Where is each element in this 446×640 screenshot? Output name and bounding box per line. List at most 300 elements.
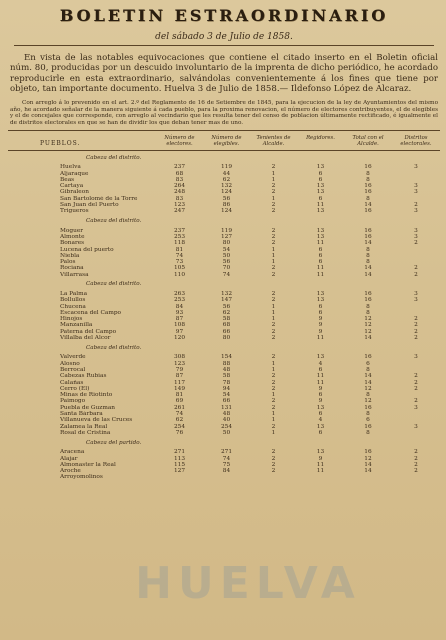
elegibles-cell: 56: [222, 259, 231, 266]
elegibles-cell: 58: [222, 373, 231, 380]
tenientes-cell: 2: [271, 423, 276, 430]
table-body: [8, 151, 440, 481]
pueblo-name: Hinojos: [60, 316, 83, 323]
tenientes-cell: 2: [271, 461, 276, 468]
electores-cell: 308: [173, 354, 186, 361]
regidores-cell: 11: [316, 461, 325, 468]
header-rule: [14, 45, 434, 46]
col-header-regidores: Regidores.: [297, 131, 344, 151]
elegibles-cell: 78: [222, 379, 231, 386]
regidores-cell: 13: [316, 297, 325, 304]
regidores-cell: 9: [318, 328, 323, 335]
elegibles-cell: 48: [222, 411, 231, 418]
electores-cell: 68: [175, 170, 184, 177]
distritos-cell: 2: [414, 373, 418, 380]
distritos-cell: 2: [414, 240, 418, 247]
elegibles-cell: 50: [222, 429, 231, 436]
elegibles-cell: 66: [222, 328, 231, 335]
distritos-cell: 3: [414, 354, 418, 361]
total-cell: 12: [364, 328, 372, 335]
pueblo-name: La Palma: [60, 291, 88, 297]
section-label: Cabeza del distrito.: [86, 154, 142, 161]
total-cell: 14: [364, 335, 372, 342]
regulation-paragraph: Con arreglo á lo prevenido en el art. 2.º del Reglamento de 16 de Setiembre de 1845, para la ejecucion de la ley de Ayuntamientos del mismo año, he acordado señalar de la manera siguiente á cada pueblo, para la proxima renovacion, el número de electores contribuyentes, el de elegibles y el de concejales que corresponde, con arreglo al vecindario que les resulta tener del censo de poblacion últimamente rectificado, é igualmente el de distritos electorales en que se han de dividir los que deban tener mas de uno.: [10, 99, 438, 127]
total-cell: 14: [364, 468, 372, 475]
pueblo-name: Trigueros: [60, 208, 89, 215]
total-cell: 8: [366, 259, 370, 266]
electores-cell: 115: [173, 461, 186, 468]
tenientes-cell: 1: [271, 303, 276, 310]
elegibles-cell: 44: [222, 170, 231, 177]
tenientes-cell: 2: [271, 335, 276, 342]
regidores-cell: 13: [316, 449, 325, 456]
regidores-cell: 13: [316, 189, 325, 196]
distritos-cell: 3: [414, 291, 418, 297]
regidores-cell: 13: [316, 233, 325, 240]
elegibles-cell: 66: [222, 398, 231, 405]
electores-cell: 108: [173, 322, 186, 329]
pueblo-name: Beas: [60, 176, 75, 183]
total-cell: 16: [364, 189, 372, 196]
total-cell: 14: [364, 265, 372, 272]
total-cell: 16: [364, 423, 372, 430]
tenientes-cell: 2: [271, 240, 276, 247]
pueblo-name: Aracena: [60, 449, 85, 456]
elegibles-cell: 127: [220, 233, 233, 240]
elegibles-cell: 124: [220, 208, 233, 215]
pueblo-name: Bonares: [60, 240, 85, 247]
tenientes-cell: 2: [271, 385, 276, 392]
total-cell: 16: [364, 449, 372, 456]
table-row: [8, 474, 440, 480]
distritos-cell: 2: [414, 322, 418, 329]
elegibles-cell: 68: [222, 322, 231, 329]
regidores-cell: 6: [318, 392, 323, 399]
pueblo-name: Chucena: [60, 303, 86, 310]
tenientes-cell: 2: [271, 404, 276, 411]
distritos-cell: 2: [414, 265, 418, 272]
section-label: Cabeza del distrito.: [86, 344, 142, 351]
tenientes-cell: 2: [271, 322, 276, 329]
tenientes-cell: 2: [271, 449, 276, 456]
total-cell: 12: [364, 385, 372, 392]
section-label: Cabeza del distrito.: [86, 217, 142, 224]
issue-date: del sábado 3 de Julio de 1858.: [155, 32, 293, 42]
distritos-cell: 2: [414, 271, 418, 278]
tenientes-cell: 2: [271, 233, 276, 240]
distritos-cell: 2: [414, 449, 418, 456]
regidores-cell: 4: [318, 417, 323, 424]
total-cell: [344, 474, 392, 480]
electores-cell: 117: [173, 379, 186, 386]
pueblo-name: Paimogo: [60, 398, 86, 405]
total-cell: 12: [364, 316, 372, 323]
col-header-electores: Número de electores.: [156, 131, 203, 151]
pueblo-name: Lucena del puerto: [60, 246, 114, 253]
tenientes-cell: 1: [271, 392, 276, 399]
regidores-cell: 13: [316, 354, 325, 361]
total-cell: 14: [364, 379, 372, 386]
electores-cell: 74: [175, 411, 184, 418]
regidores-cell: 11: [316, 373, 325, 380]
electoral-table: [8, 130, 440, 480]
electores-cell: 76: [175, 429, 184, 436]
tenientes-cell: 2: [271, 398, 276, 405]
total-cell: 8: [366, 366, 370, 373]
pueblo-name: San Juan del Puerto: [60, 202, 119, 209]
electores-cell: 73: [175, 259, 184, 266]
electores-cell: 127: [173, 468, 186, 475]
electores-cell: 253: [173, 297, 186, 304]
regidores-cell: 6: [318, 170, 323, 177]
tenientes-cell: 1: [271, 411, 276, 418]
tenientes-cell: [250, 474, 297, 480]
tenientes-cell: 2: [271, 183, 276, 190]
elegibles-cell: 271: [220, 449, 233, 456]
total-cell: 16: [364, 164, 372, 171]
regidores-cell: 6: [318, 252, 323, 259]
electores-cell: 81: [175, 246, 184, 253]
intro-paragraph: En vista de las notables equivocaciones que contiene el citado inserto en el Boletin oficial núm. 80, producidas por un descuido involuntario de la imprenta de dicho periódico, he acordado reproducirle en esta extraordinario, salvándolas convenientemente á los fines que tiene por objeto, tan importante documento. Huelva 3 de Julio de 1858.— Ildefonso López de Alcaraz.: [10, 53, 438, 95]
distritos-cell: 2: [414, 379, 418, 386]
tenientes-cell: 2: [271, 208, 276, 215]
table-header-row: [8, 131, 440, 151]
tenientes-cell: 1: [271, 429, 276, 436]
regidores-cell: 11: [316, 271, 325, 278]
tenientes-cell: 2: [271, 455, 276, 462]
electores-cell: 263: [173, 291, 186, 297]
tenientes-cell: 1: [271, 176, 276, 183]
elegibles-cell: 56: [222, 303, 231, 310]
tenientes-cell: 1: [271, 316, 276, 323]
pueblo-name: Cerro (El): [60, 385, 90, 392]
total-cell: 14: [364, 202, 372, 209]
elegibles-cell: 62: [222, 176, 231, 183]
pueblo-name: Villarrasa: [60, 271, 89, 278]
regidores-cell: [297, 474, 344, 480]
distritos-cell: 2: [414, 316, 418, 323]
tenientes-cell: 2: [271, 373, 276, 380]
electores-cell: 83: [175, 176, 184, 183]
electores-cell: 254: [173, 423, 186, 430]
total-cell: 16: [364, 291, 372, 297]
total-cell: 8: [366, 411, 370, 418]
regidores-cell: 9: [318, 455, 323, 462]
total-cell: 16: [364, 227, 372, 234]
distritos-cell: 3: [414, 189, 418, 196]
distritos-cell: 2: [414, 455, 418, 462]
distritos-cell: 2: [414, 335, 418, 342]
electores-cell: [156, 474, 203, 480]
electores-cell: 74: [175, 252, 184, 259]
total-cell: 12: [364, 455, 372, 462]
regidores-cell: 9: [318, 322, 323, 329]
regidores-cell: 9: [318, 398, 323, 405]
elegibles-cell: 124: [220, 189, 233, 196]
tenientes-cell: 2: [271, 354, 276, 361]
pueblo-name: Puebla de Guzman: [60, 404, 116, 411]
regidores-cell: 6: [318, 429, 323, 436]
tenientes-cell: 2: [271, 227, 276, 234]
distritos-cell: 3: [414, 183, 418, 190]
tenientes-cell: 2: [271, 265, 276, 272]
total-cell: 8: [366, 195, 370, 202]
total-cell: 16: [364, 233, 372, 240]
regidores-cell: 6: [318, 246, 323, 253]
electores-cell: 69: [175, 398, 184, 405]
col-header-pueblos: PUEBLOS.: [8, 131, 156, 151]
total-cell: 14: [364, 271, 372, 278]
pueblo-name: Villalba del Alcor: [60, 335, 111, 342]
tenientes-cell: 1: [271, 170, 276, 177]
elegibles-cell: 54: [222, 392, 231, 399]
section-header-row: [8, 341, 440, 354]
tenientes-cell: 1: [271, 246, 276, 253]
pueblo-name: Bollullos: [60, 297, 86, 304]
tenientes-cell: 1: [271, 309, 276, 316]
elegibles-cell: 119: [220, 164, 233, 171]
regidores-cell: 6: [318, 366, 323, 373]
archive-watermark: HUELVA: [135, 558, 361, 609]
distritos-cell: 3: [414, 208, 418, 215]
elegibles-cell: 70: [222, 265, 231, 272]
tenientes-cell: 2: [271, 297, 276, 304]
tenientes-cell: 1: [271, 259, 276, 266]
regidores-cell: 11: [316, 379, 325, 386]
tenientes-cell: 2: [271, 202, 276, 209]
pueblo-name: Calañas: [60, 379, 84, 386]
regidores-cell: 13: [316, 404, 325, 411]
pueblo-name: Rosal de Cristina: [60, 429, 111, 436]
electores-cell: 247: [173, 208, 186, 215]
elegibles-cell: 62: [222, 309, 231, 316]
regidores-cell: 13: [316, 208, 325, 215]
total-cell: 8: [366, 392, 370, 399]
elegibles-cell: [203, 474, 250, 480]
regidores-cell: 13: [316, 227, 325, 234]
distritos-cell: 3: [414, 164, 418, 171]
elegibles-cell: 131: [220, 404, 233, 411]
regidores-cell: 6: [318, 195, 323, 202]
total-cell: 16: [364, 183, 372, 190]
elegibles-cell: 154: [220, 354, 233, 361]
elegibles-cell: 84: [222, 468, 231, 475]
distritos-cell: 3: [414, 297, 418, 304]
pueblo-name: Gibraleon: [60, 189, 89, 196]
elegibles-cell: 80: [222, 240, 231, 247]
total-cell: 12: [364, 322, 372, 329]
col-header-total: Total con el Alcalde.: [344, 131, 392, 151]
regidores-cell: 13: [316, 164, 325, 171]
regidores-cell: 6: [318, 309, 323, 316]
col-header-elegibles: Número de elegibles.: [203, 131, 250, 151]
pueblo-name: Escacena del Campo: [60, 309, 122, 316]
tenientes-cell: 1: [271, 252, 276, 259]
total-cell: 16: [364, 354, 372, 361]
total-cell: 6: [366, 417, 370, 424]
pueblo-name: Moguer: [60, 227, 84, 234]
electores-cell: 248: [173, 189, 186, 196]
elegibles-cell: 58: [222, 316, 231, 323]
tenientes-cell: 2: [271, 271, 276, 278]
pueblo-name: Huelva: [60, 164, 81, 171]
pueblo-name: Zalamea la Real: [60, 423, 108, 430]
pueblo-name: Niebla: [60, 252, 80, 259]
pueblo-name: Almonaster la Real: [60, 461, 116, 468]
regidores-cell: 13: [316, 291, 325, 297]
elegibles-cell: 94: [222, 385, 231, 392]
distritos-cell: 3: [414, 233, 418, 240]
regidores-cell: 6: [318, 411, 323, 418]
distritos-cell: 2: [414, 461, 418, 468]
tenientes-cell: 2: [271, 189, 276, 196]
total-cell: 8: [366, 303, 370, 310]
total-cell: 16: [364, 208, 372, 215]
pueblo-name: Villanueva de las Cruces: [60, 417, 133, 424]
elegibles-cell: 74: [222, 455, 231, 462]
electores-cell: 79: [175, 366, 184, 373]
electores-cell: 123: [173, 360, 186, 367]
elegibles-cell: 40: [222, 417, 231, 424]
elegibles-cell: 80: [222, 335, 231, 342]
tenientes-cell: 2: [271, 164, 276, 171]
total-cell: 8: [366, 429, 370, 436]
masthead-title: BOLETIN ESTRAORDINARIO: [59, 6, 389, 25]
total-cell: 8: [366, 309, 370, 316]
pueblo-name: Arroyomolinos: [60, 474, 103, 481]
regidores-cell: 13: [316, 183, 325, 190]
electores-cell: 87: [175, 316, 184, 323]
elegibles-cell: 132: [220, 183, 233, 190]
regidores-cell: 11: [316, 468, 325, 475]
electores-cell: 271: [173, 449, 186, 456]
elegibles-cell: 74: [222, 271, 231, 278]
tenientes-cell: 2: [271, 379, 276, 386]
elegibles-cell: 75: [222, 461, 231, 468]
electores-cell: 118: [173, 240, 186, 247]
electores-cell: 81: [175, 392, 184, 399]
regidores-cell: 6: [318, 303, 323, 310]
electores-cell: 62: [175, 417, 184, 424]
tenientes-cell: 2: [271, 328, 276, 335]
total-cell: 14: [364, 461, 372, 468]
pueblo-name: Alosno: [60, 360, 80, 367]
elegibles-cell: 254: [220, 423, 233, 430]
pueblo-name: Santa Bárbara: [60, 411, 103, 418]
pueblo-name: San Bartolomé de la Torre: [60, 195, 138, 202]
pueblo-name: Berrocal: [60, 366, 86, 373]
distritos-cell: 3: [414, 227, 418, 234]
regidores-cell: 11: [316, 240, 325, 247]
electores-cell: 237: [173, 164, 186, 171]
distritos-cell: 2: [414, 328, 418, 335]
section-header-row: [8, 151, 440, 165]
electores-cell: 261: [173, 404, 186, 411]
elegibles-cell: 48: [222, 366, 231, 373]
electores-cell: 264: [173, 183, 186, 190]
total-cell: 8: [366, 252, 370, 259]
section-label: Cabeza del distrito.: [86, 281, 142, 288]
pueblo-name: Aljaraque: [60, 170, 89, 177]
regidores-cell: 9: [318, 385, 323, 392]
electores-cell: 110: [173, 271, 186, 278]
pueblo-name: Minas de Riotinto: [60, 392, 113, 399]
elegibles-cell: 147: [220, 297, 233, 304]
elegibles-cell: 132: [220, 291, 233, 297]
distritos-cell: 2: [414, 398, 418, 405]
section-label: Cabeza del partido.: [86, 439, 142, 446]
section-header-row: [8, 215, 440, 228]
regidores-cell: 6: [318, 176, 323, 183]
regidores-cell: 4: [318, 360, 323, 367]
total-cell: 8: [366, 246, 370, 253]
total-cell: 8: [366, 176, 370, 183]
total-cell: 12: [364, 398, 372, 405]
regidores-cell: 9: [318, 316, 323, 323]
elegibles-cell: 119: [220, 227, 233, 234]
electores-cell: 120: [173, 335, 186, 342]
regidores-cell: 11: [316, 265, 325, 272]
pueblo-name: Almonte: [60, 233, 85, 240]
col-header-distritos: Distritos electorales.: [392, 131, 440, 151]
electores-cell: 113: [173, 455, 186, 462]
electores-cell: 84: [175, 303, 184, 310]
electores-cell: 93: [175, 309, 184, 316]
distritos-cell: [392, 474, 440, 480]
elegibles-cell: 56: [222, 195, 231, 202]
tenientes-cell: 1: [271, 195, 276, 202]
regidores-cell: 13: [316, 423, 325, 430]
distritos-cell: 2: [414, 385, 418, 392]
elegibles-cell: 86: [222, 202, 231, 209]
section-header-row: [8, 278, 440, 291]
pueblo-name: Cartaya: [60, 183, 84, 190]
total-cell: 14: [364, 373, 372, 380]
pueblo-name: Valverde: [60, 354, 86, 361]
pueblo-name: Alajar: [60, 455, 78, 462]
tenientes-cell: 1: [271, 366, 276, 373]
total-cell: 6: [366, 360, 370, 367]
tenientes-cell: 2: [271, 468, 276, 475]
pueblo-name: Cabezas Rubias: [60, 373, 107, 380]
distritos-cell: 3: [414, 404, 418, 411]
elegibles-cell: 50: [222, 252, 231, 259]
col-header-tenientes: Tenientes de Alcalde.: [250, 131, 297, 151]
tenientes-cell: 1: [271, 360, 276, 367]
total-cell: 8: [366, 170, 370, 177]
regidores-cell: 6: [318, 259, 323, 266]
total-cell: 14: [364, 240, 372, 247]
pueblo-name: Aroche: [60, 468, 81, 475]
section-header-row: [8, 436, 440, 449]
tenientes-cell: 1: [271, 417, 276, 424]
total-cell: 16: [364, 404, 372, 411]
electores-cell: 83: [175, 195, 184, 202]
electores-cell: 237: [173, 227, 186, 234]
total-cell: 16: [364, 297, 372, 304]
pueblo-name: Manzanilla: [60, 322, 93, 329]
electores-cell: 253: [173, 233, 186, 240]
distritos-cell: 2: [414, 468, 418, 475]
electores-cell: 123: [173, 202, 186, 209]
pueblo-name: Rociana: [60, 265, 84, 272]
elegibles-cell: 54: [222, 246, 231, 253]
electores-cell: 97: [175, 328, 184, 335]
pueblo-name: Paterna del Campo: [60, 328, 117, 335]
distritos-cell: 2: [414, 202, 418, 209]
regidores-cell: 11: [316, 335, 325, 342]
distritos-cell: 3: [414, 423, 418, 430]
